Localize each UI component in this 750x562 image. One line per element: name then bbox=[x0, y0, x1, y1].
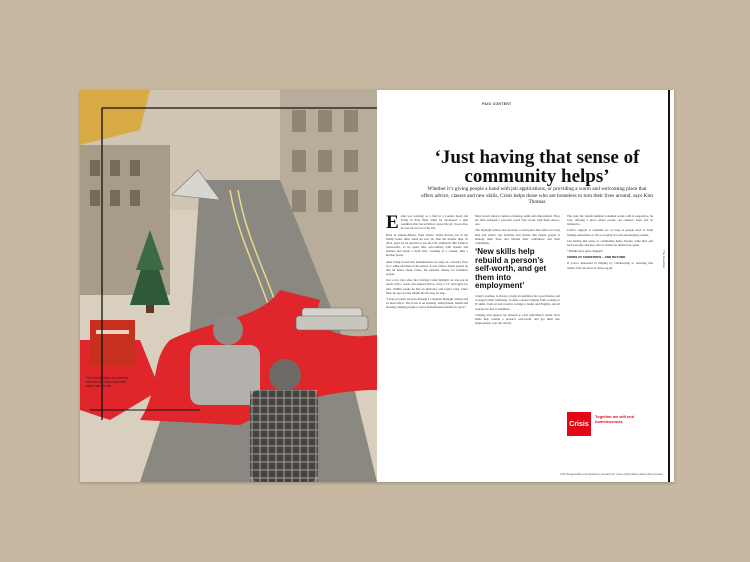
body-paragraph: ddie was working as a chef in a London hotel and living in East Ham when he developed a skin condition that forced him to leave his job. Soon after, he was forced out of his flat. bbox=[400, 214, 468, 231]
body-paragraph: The team the Jewish member Jonathan works with is supportive, he says, offering a place where people can connect, learn and be listened to. bbox=[567, 214, 653, 227]
crisis-logo-block bbox=[567, 412, 655, 436]
folio: The Guardian bbox=[662, 250, 666, 269]
collage-illustration bbox=[80, 90, 377, 482]
body-paragraph: The Skylight centres also provide a warm place that offers not only help and advice, but facilities and classes that enable people to manage their lives and rebuild their confidence and their community. bbox=[475, 228, 560, 245]
photo-caption: The charity helps its members connect with each other and make new friends bbox=[86, 376, 129, 388]
body-paragraph: “Crisis provides services through 11 regional Skylight centres and its head office. The focus is on learning, employment, health and housing, helping people to leave homelessness behind for good.” bbox=[386, 296, 468, 310]
body-paragraph: Just having that sense of community helps. People come here and feel welcome and they start to believe in themselves again. bbox=[567, 238, 653, 247]
collage-artwork bbox=[80, 90, 377, 482]
box-heading: CRISIS AT CHRISTMAS – AND BEYOND bbox=[567, 255, 626, 260]
standfirst: Whether it’s giving people a hand with job applications, or providing a warm and welcoming place that offers advice, classes and new skills, Crisis helps those who are homeless to turn their lives around, says Kim Thomas bbox=[421, 186, 653, 206]
body-paragraph: Crisis’s support is available for as long as people need it, from finding somewhere to live to staying in work and keeping a home. bbox=[567, 228, 653, 237]
box-text: If you’re interested in helping by volunteering or donating this winter, find out more at crisis.org.uk bbox=[567, 261, 653, 270]
article-page bbox=[377, 90, 674, 482]
text-column-2 bbox=[475, 214, 560, 327]
paid-content-label: PAID CONTENT bbox=[482, 102, 512, 106]
text-column-3 bbox=[567, 214, 653, 272]
crisis-logo: Crisis bbox=[567, 412, 591, 436]
page-edge-bar bbox=[668, 90, 670, 482]
pull-quote: ‘New skills help rebuild a person’s self-worth, and get them into employment’ bbox=[475, 247, 547, 291]
drop-cap: E bbox=[386, 212, 399, 233]
body-paragraph: Just a few days after first visiting Crisis Skylight, he was put in touch with a coach who helped him to write a CV and apply for jobs. Within weeks he had an interview and found work. Since then, he says, he has rebuilt his life step by step. bbox=[386, 278, 468, 295]
name-note: “Thanks have been changed” bbox=[567, 249, 604, 254]
headline: ‘Just having that sense of community helps’ bbox=[434, 147, 640, 187]
crisis-tagline: Together we will end homelessness bbox=[595, 414, 635, 424]
magazine-spread bbox=[80, 90, 674, 482]
body-paragraph: Crisis’s premise is always to help its members into good homes and to support their wellbeing. It offers courses ranging from cooking to IT skills, from art and creative writing to maths and English, and all courses are free to members. bbox=[475, 294, 560, 311]
text-column-1 bbox=[386, 214, 468, 311]
page-footer: Visit theguardian.com/paid-for-content for more information about this content bbox=[560, 472, 663, 476]
body-paragraph: After being forced into homelessness, he slept on a friend’s floor for a while and then on the streets. It was when a friend passed by that he heard about Crisis, the national charity for homeless people. bbox=[386, 259, 468, 277]
body-paragraph: Most recent when it comes to housing, skills and employment. They are then assigned a personal coach who works with them one-to-one. bbox=[475, 214, 560, 227]
body-paragraph: Born in Guinea-Bissau, West Africa, Eddie moved out of the family home there when he was 16, after his mother died. In 2014, aged 34, he decided to see the UK, ultimately. But Eddie is resourceful, so he spent time sofa-surfing with friends and shelters and made a fresh start, working as a cleaner, then a kitchen porter. bbox=[386, 232, 468, 258]
body-paragraph: Training and support are tailored to each individual’s needs. New skills help rebuild a person’s self-worth, and get them into employment, says the charity. bbox=[475, 312, 560, 325]
